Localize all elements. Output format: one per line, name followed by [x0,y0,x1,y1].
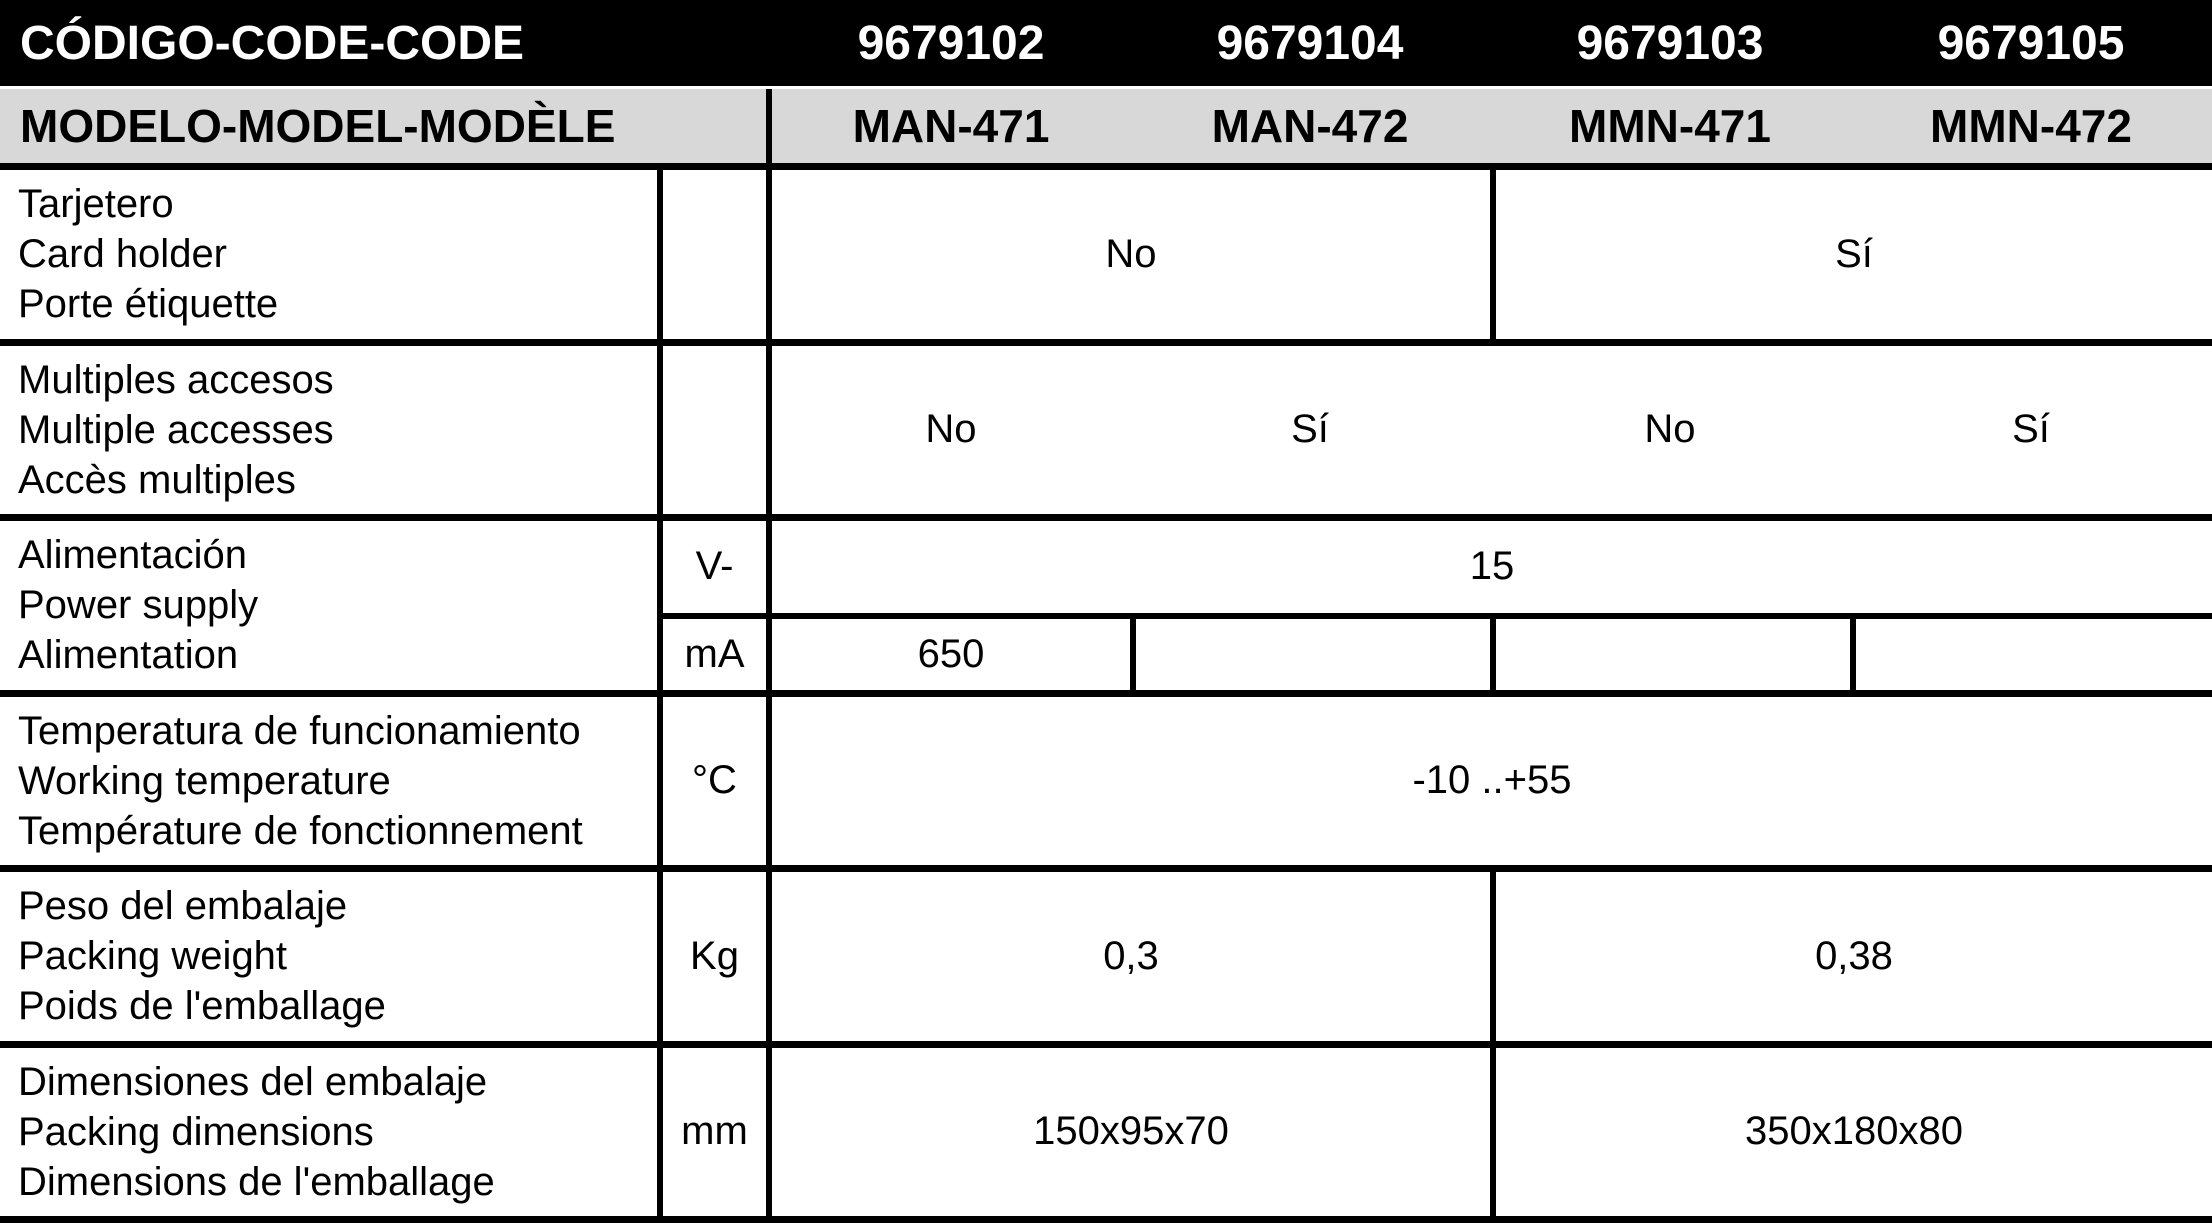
value-cell: Sí [2012,407,2050,452]
value-cell: No [925,407,977,452]
code-value: 9679104 [1216,16,1404,70]
value-cell: No [1644,407,1696,452]
model-value: MAN-471 [852,100,1050,152]
unit-cell: mA [663,619,772,690]
value-cell: Sí [1490,170,2212,339]
row-label-fr: Dimensions de l'emballage [18,1159,495,1204]
row-label-fr: Température de fonctionnement [18,808,583,853]
model-value: MAN-472 [1211,100,1409,152]
value-cell: No [1105,231,1157,276]
unit-cell [663,170,772,339]
row-label-es: Peso del embalaje [18,884,348,929]
value-cell: 0,3 [1103,933,1159,978]
code-value: 9679103 [1576,16,1764,70]
unit-cell [663,346,772,515]
value-cell: Sí [1291,407,1329,452]
model-value: MMN-472 [1930,100,2132,152]
value-cell: 0,38 [1490,872,2212,1041]
spec-row-packing-weight [0,865,2212,1041]
spec-row-packing-dimensions [0,1041,2212,1217]
unit-cell: V- [663,521,772,613]
spec-row-card-holder [0,163,2212,339]
code-header-label: CÓDIGO-CODE-CODE [20,16,524,70]
value-cell [1850,619,2212,690]
row-label [0,872,663,1041]
unit-cell: °C [663,697,772,866]
row-label-en: Multiple accesses [18,407,334,452]
row-label-fr: Accès multiples [18,457,296,502]
row-label-es: Alimentación [18,533,248,578]
row-label [0,521,663,690]
row-label [0,346,663,515]
spec-row-power-supply [0,514,2212,690]
row-label-fr: Alimentation [18,633,239,678]
volt-subrow [663,521,2212,613]
spec-row-multiple-accesses [0,339,2212,515]
row-label [0,1048,663,1217]
value-cell [1130,619,1490,690]
value-cell [1490,619,1850,690]
value-cell: -10 ..+55 [1412,758,1572,803]
unit-cell: mm [663,1048,772,1217]
row-label-fr: Poids de l'emballage [18,984,386,1029]
spec-row-working-temperature [0,690,2212,866]
row-label-es: Dimensiones del embalaje [18,1059,488,1104]
row-label [0,697,663,866]
row-label-en: Power supply [18,583,259,628]
row-label-en: Working temperature [18,758,391,803]
row-label [0,170,663,339]
row-label-es: Temperatura de funcionamiento [18,708,581,753]
current-subrow [663,619,2212,690]
model-header-label: MODELO-MODEL-MODÈLE [0,89,772,163]
row-label-en: Packing weight [18,934,288,979]
value-cell: 350x180x80 [1490,1048,2212,1217]
power-subrows [663,521,2212,690]
code-header-row [0,0,2212,89]
value-cell: 150x95x70 [1033,1109,1229,1154]
code-value: 9679102 [857,16,1045,70]
value-cell: 15 [1469,544,1515,589]
row-label-es: Tarjetero [18,182,174,227]
model-value: MMN-471 [1569,100,1771,152]
row-label-en: Card holder [18,232,228,277]
model-header-row [0,89,2212,163]
row-label-en: Packing dimensions [18,1109,374,1154]
unit-cell: Kg [663,872,772,1041]
row-label-fr: Porte étiquette [18,282,279,327]
row-label-es: Multiples accesos [18,357,334,402]
value-cell: 650 [917,631,985,676]
code-value: 9679105 [1937,16,2125,70]
